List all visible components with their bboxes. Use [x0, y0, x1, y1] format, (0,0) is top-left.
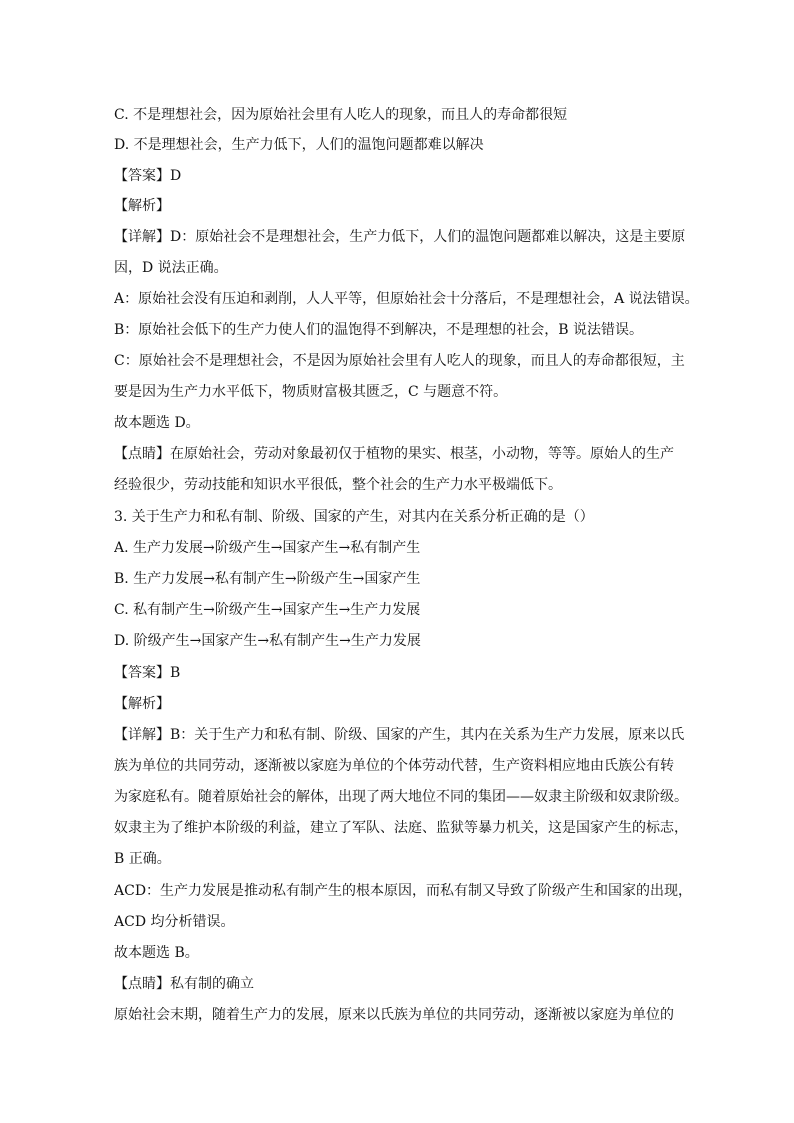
detail-line: B 正确。: [114, 851, 171, 867]
tip-line: 经验很少，劳动技能和知识水平很低，整个社会的生产力水平极端低下。: [114, 477, 562, 493]
analysis-label: 【解析】: [114, 198, 170, 214]
detail-line: 为家庭私有。随着原始社会的解体，出现了两大地位不同的集团——奴隶主阶级和奴隶阶级。: [114, 789, 688, 805]
explanation-c-cont: 要是因为生产力水平低下，物质财富极其匮乏，C 与题意不符。: [114, 384, 508, 400]
detail-line: 奴隶主为了维护本阶级的利益，建立了军队、法庭、监狱等暴力机关，这是国家产生的标志，: [114, 820, 688, 836]
detail-line: 【详解】D：原始社会不是理想社会，生产力低下，人们的温饱问题都难以解决，这是主要原: [114, 229, 686, 245]
tip-line: 【点睛】在原始社会，劳动对象最初仅于植物的果实、根茎，小动物，等等。原始人的生产: [114, 446, 674, 462]
option-c: C. 不是理想社会，因为原始社会里有人吃人的现象，而且人的寿命都很短: [114, 107, 568, 123]
option-a: A. 生产力发展→阶级产生→国家产生→私有制产生: [114, 540, 421, 556]
analysis-label: 【解析】: [114, 696, 170, 712]
explanation-c: C：原始社会不是理想社会，不是因为原始社会里有人吃人的现象，而且人的寿命都很短，主: [114, 353, 685, 369]
answer-label: 【答案】B: [114, 665, 181, 681]
question-3: 3. 关于生产力和私有制、阶级、国家的产生，对其内在关系分析正确的是（）: [114, 509, 594, 525]
detail-line: 族为单位的共同劳动，逐渐被以家庭为单位的个体劳动代替，生产资料相应地由氏族公有转: [114, 758, 674, 774]
conclusion: 故本题选 B。: [114, 945, 199, 961]
option-d: D. 不是理想社会，生产力低下，人们的温饱问题都难以解决: [114, 137, 484, 153]
option-d: D. 阶级产生→国家产生→私有制产生→生产力发展: [114, 633, 421, 649]
answer-label: 【答案】D: [114, 168, 182, 184]
explanation-b: B：原始社会低下的生产力使人们的温饱得不到解决，不是理想的社会，B 说法错误。: [114, 322, 644, 338]
conclusion: 故本题选 D。: [114, 415, 200, 431]
explanation-acd: ACD：生产力发展是推动私有制产生的根本原因，而私有制又导致了阶级产生和国家的出现，: [114, 883, 693, 899]
explanation-a: A：原始社会没有压迫和剥削，人人平等，但原始社会十分落后，不是理想社会，A 说法错误。: [114, 291, 699, 307]
explanation-acd-cont: ACD 均分析错误。: [114, 914, 235, 930]
tip-heading: 【点睛】私有制的确立: [114, 976, 254, 992]
detail-line: 【详解】B：关于生产力和私有制、阶级、国家的产生，其内在关系为生产力发展，原来以氏: [114, 727, 685, 743]
option-b: B. 生产力发展→私有制产生→阶级产生→国家产生: [114, 571, 421, 587]
option-c: C. 私有制产生→阶级产生→国家产生→生产力发展: [114, 602, 421, 618]
tip-line: 原始社会末期，随着生产力的发展，原来以氏族为单位的共同劳动，逐渐被以家庭为单位的: [114, 1007, 674, 1023]
detail-line: 因，D 说法正确。: [114, 260, 228, 276]
